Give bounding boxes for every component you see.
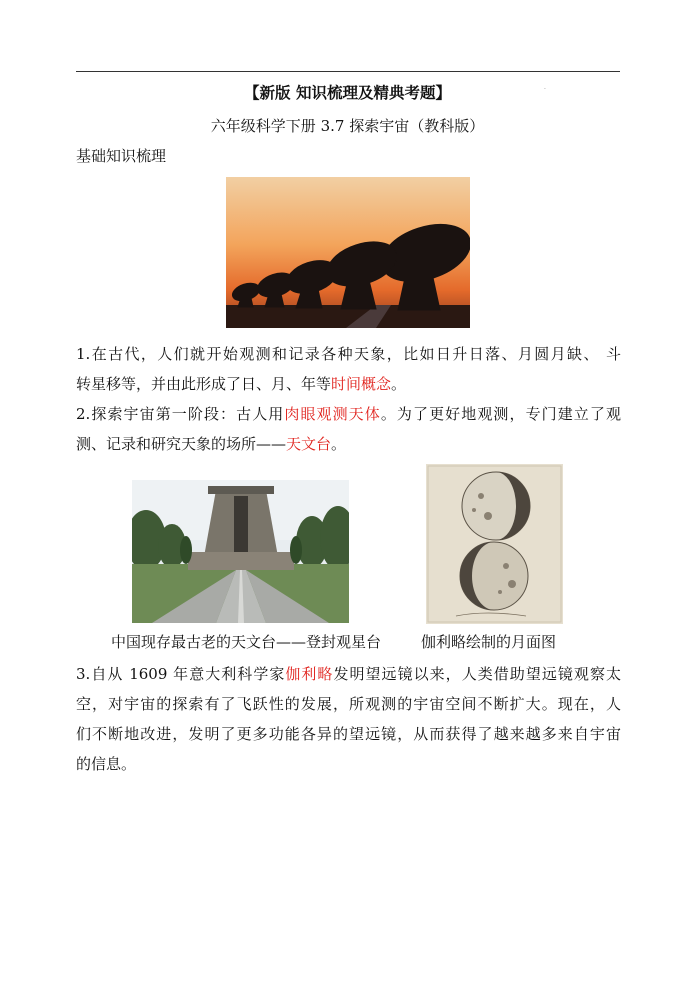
paragraph-3-line-4: 的信息。: [76, 755, 137, 773]
header-rule: [76, 71, 620, 72]
header-dot: ·: [544, 86, 546, 93]
paragraph-3-line-2: 空，对宇宙的探索有了飞跃性的发展，所观测的宇宙空间不断扩大。现在，人: [76, 695, 621, 713]
highlight-galileo: 伽利略: [285, 665, 334, 683]
document-title: 【新版 知识梳理及精典考题】: [244, 83, 451, 102]
paragraph-1-line-1: 1.在古代，人们就开始观测和记录各种天象，比如日升日落、月圆月缺、 斗: [76, 345, 621, 363]
highlight-time-concept: 时间概念: [331, 375, 392, 393]
paragraph-2: [76, 399, 621, 459]
caption-moon-map: 伽利略绘制的月面图: [421, 633, 557, 651]
paragraph-1-line-2: [76, 369, 621, 399]
paragraph-2-text-a: 2.探索宇宙第一阶段：古人用: [76, 405, 285, 423]
document-subtitle: 六年级科学下册 3.7 探索宇宙（教科版）: [210, 117, 485, 135]
galileo-moon-drawing: [426, 464, 563, 624]
paragraph-3-text-b: 发明望远镜以来，人类借助望远镜观察太: [333, 665, 621, 683]
paragraph-1-end: 。: [391, 375, 407, 393]
radio-telescope-array-photo: [226, 177, 470, 328]
paragraph-3: [76, 659, 621, 779]
paragraph-3-line-1: [76, 659, 621, 689]
highlight-observatory: 天文台: [286, 435, 332, 453]
paragraph-3-line-3: 们不断地改进，发明了更多功能各异的望远镜，从而获得了越来越多来自宇宙: [76, 725, 621, 743]
section-heading: 基础知识梳理: [76, 147, 167, 165]
caption-observatory: 中国现存最古老的天文台——登封观星台: [111, 633, 382, 651]
paragraph-2-text-b: 。为了更好地观测，专门建立了观: [380, 405, 621, 423]
paragraph-2-text-c: 测、记录和研究天象的场所——: [76, 435, 287, 453]
paragraph-1: [76, 339, 621, 399]
paragraph-2-end: 。: [331, 435, 347, 453]
dengfeng-observatory-photo: [132, 480, 349, 623]
paragraph-2-line-1: [76, 399, 621, 429]
paragraph-2-line-2: [76, 429, 621, 459]
paragraph-3-text-a: 3.自从 1609 年意大利科学家: [76, 665, 286, 683]
highlight-naked-eye: 肉眼观测天体: [284, 405, 381, 423]
paragraph-1-text: 转星移等，并由此形成了日、月、年等: [76, 375, 332, 393]
